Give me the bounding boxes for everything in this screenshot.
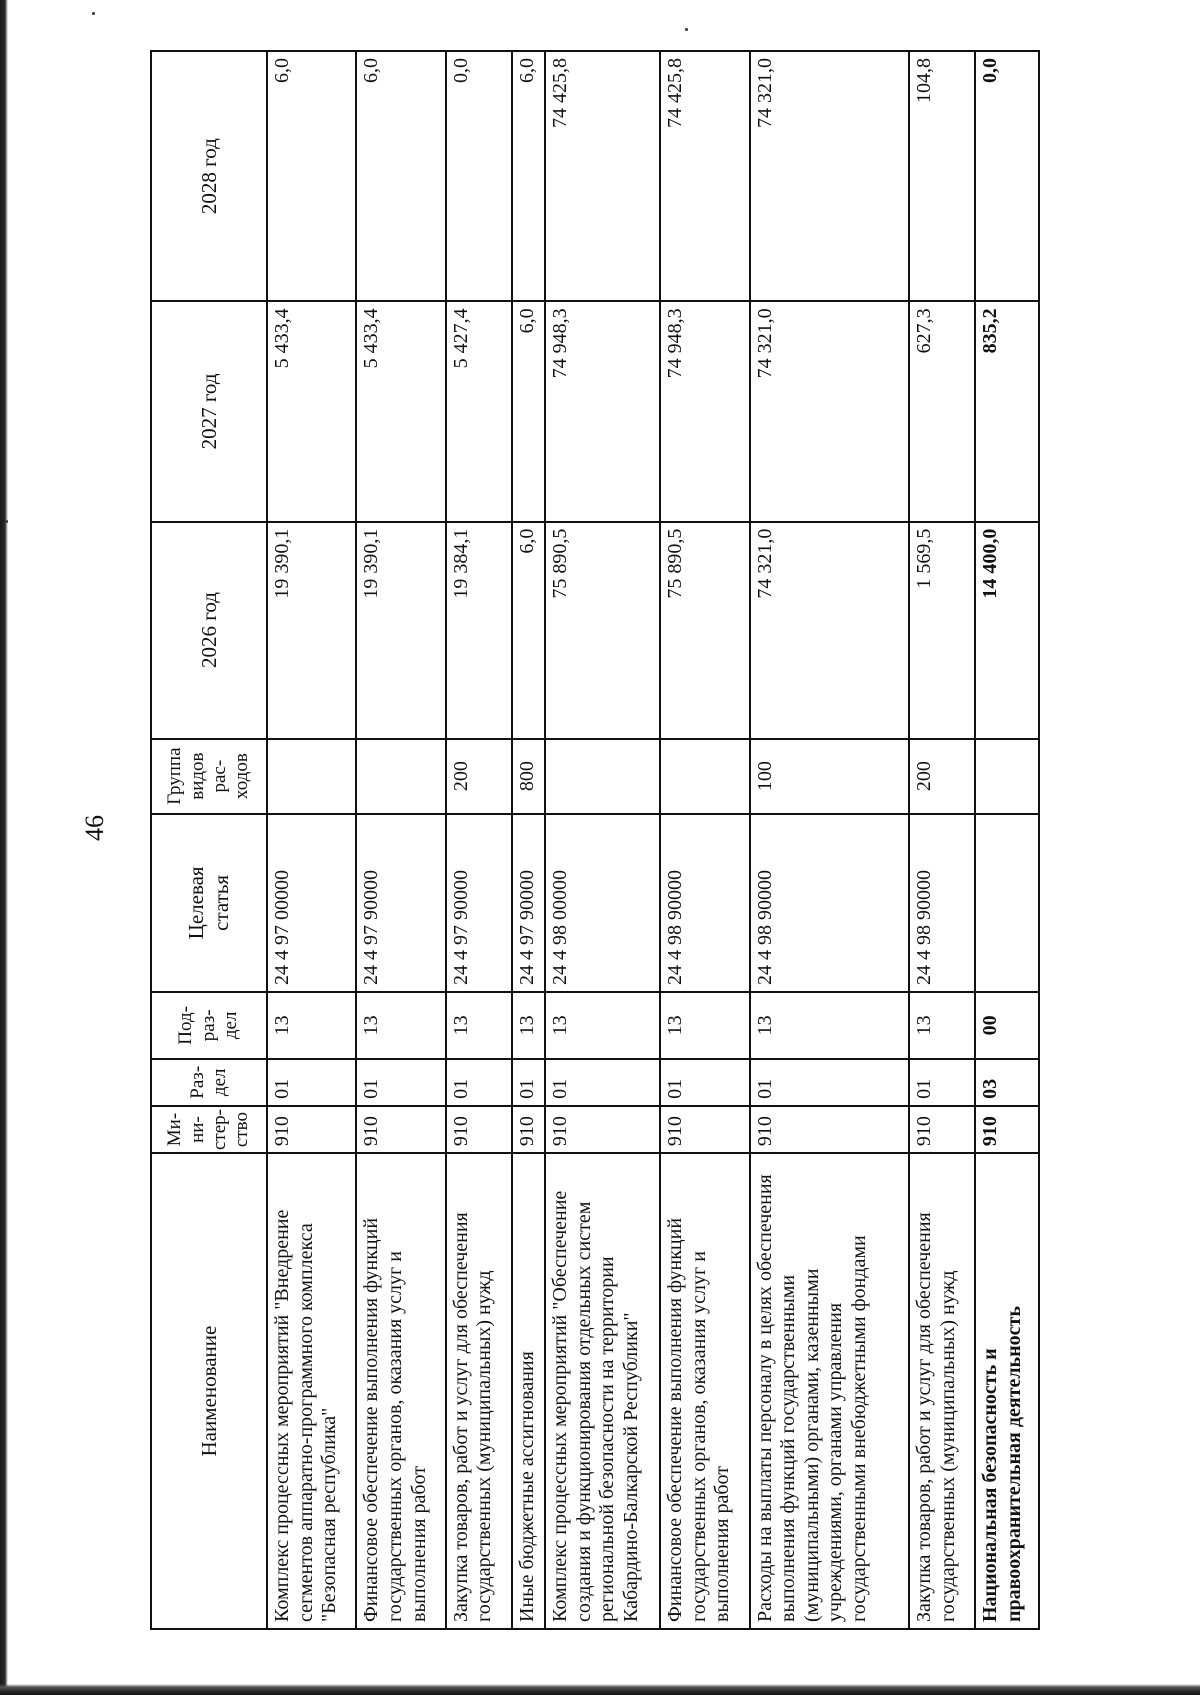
row-2027: 5 433,4 <box>356 301 445 521</box>
row-name: Расходы на выплаты персоналу в целях обеспечения выполнения функций государственными (муниципальными) органами, казенными учреждениями, органами управления государственными внебюджетными фондами <box>750 1153 910 1629</box>
row-section: 01 <box>446 1059 512 1106</box>
row-group: 200 <box>909 739 975 814</box>
row-name: Финансовое обеспечение выполнения функций государственных органов, оказания услуг и выполнения работ <box>356 1153 445 1629</box>
table-row <box>267 51 356 1629</box>
scan-left-edge <box>0 0 8 1695</box>
header-ministry: Ми- ни- стер- ство <box>151 1106 267 1153</box>
scan-speck <box>92 12 95 15</box>
row-group <box>975 739 1039 814</box>
header-2027: 2027 год <box>151 301 267 521</box>
header-name: Наименование <box>151 1153 267 1629</box>
row-2026: 74 321,0 <box>750 522 910 739</box>
row-group <box>660 739 749 814</box>
row-group: 800 <box>512 739 546 814</box>
row-2028: 74 425,8 <box>660 51 749 301</box>
row-name: Иные бюджетные ассигнования <box>512 1153 546 1629</box>
table-row <box>356 51 445 1629</box>
row-2026: 75 890,5 <box>545 522 660 739</box>
row-2027: 5 433,4 <box>267 301 356 521</box>
row-group: 200 <box>446 739 512 814</box>
row-subsection: 00 <box>975 992 1039 1059</box>
row-group: 100 <box>750 739 910 814</box>
rotated-table-wrapper <box>150 50 1040 1630</box>
row-subsection: 13 <box>267 992 356 1059</box>
row-2026: 19 384,1 <box>446 522 512 739</box>
row-section: 01 <box>545 1059 660 1106</box>
row-section: 01 <box>750 1059 910 1106</box>
row-subsection: 13 <box>750 992 910 1059</box>
row-group <box>356 739 445 814</box>
header-row <box>151 51 267 1629</box>
budget-table <box>150 50 1040 1630</box>
header-target-article: Целевая статья <box>151 814 267 992</box>
row-target <box>975 814 1039 992</box>
row-name: Закупка товаров, работ и услуг для обеспечения государственных (муниципальных) нужд <box>446 1153 512 1629</box>
table-row <box>512 51 546 1629</box>
row-ministry: 910 <box>750 1106 910 1153</box>
row-subsection: 13 <box>909 992 975 1059</box>
row-section: 01 <box>660 1059 749 1106</box>
row-ministry: 910 <box>975 1106 1039 1153</box>
row-2028: 74 425,8 <box>545 51 660 301</box>
row-name: Комплекс процессных мероприятий "Обеспечение создания и функционирования отдельных систем региональной безопасности на территории Кабардино-Балкарской Республики" <box>545 1153 660 1629</box>
row-group <box>545 739 660 814</box>
row-2027: 74 948,3 <box>660 301 749 521</box>
table-row <box>660 51 749 1629</box>
header-subsection: Под- раз- дел <box>151 992 267 1059</box>
row-target: 24 4 98 90000 <box>909 814 975 992</box>
row-name: Закупка товаров, работ и услуг для обеспечения государственных (муниципальных) нужд <box>909 1153 975 1629</box>
row-target: 24 4 97 00000 <box>267 814 356 992</box>
scan-speck <box>5 520 8 523</box>
table-row <box>446 51 512 1629</box>
row-2028: 0,0 <box>446 51 512 301</box>
row-2027: 74 948,3 <box>545 301 660 521</box>
row-2026: 75 890,5 <box>660 522 749 739</box>
table-row <box>545 51 660 1629</box>
row-subsection: 13 <box>660 992 749 1059</box>
row-name: Национальная безопасность и правоохранительная деятельность <box>975 1153 1039 1629</box>
scan-speck <box>685 28 688 31</box>
row-2026: 19 390,1 <box>267 522 356 739</box>
header-expense-group: Группа видов рас- ходов <box>151 739 267 814</box>
row-subsection: 13 <box>356 992 445 1059</box>
row-ministry: 910 <box>660 1106 749 1153</box>
row-ministry: 910 <box>545 1106 660 1153</box>
row-ministry: 910 <box>512 1106 546 1153</box>
table-row <box>909 51 975 1629</box>
row-target: 24 4 97 90000 <box>446 814 512 992</box>
row-ministry: 910 <box>267 1106 356 1153</box>
row-name: Финансовое обеспечение выполнения функций государственных органов, оказания услуг и выполнения работ <box>660 1153 749 1629</box>
row-name: Комплекс процессных мероприятий "Внедрение сегментов аппаратно-программного комплекса "Безопасная республика" <box>267 1153 356 1629</box>
row-section: 03 <box>975 1059 1039 1106</box>
row-2028: 6,0 <box>267 51 356 301</box>
row-2027: 6,0 <box>512 301 546 521</box>
row-2027: 835,2 <box>975 301 1039 521</box>
row-2026: 14 400,0 <box>975 522 1039 739</box>
row-2027: 5 427,4 <box>446 301 512 521</box>
row-subsection: 13 <box>545 992 660 1059</box>
row-2026: 19 390,1 <box>356 522 445 739</box>
row-target: 24 4 98 90000 <box>660 814 749 992</box>
scan-bottom-edge <box>0 1684 1200 1695</box>
header-section: Раз- дел <box>151 1059 267 1106</box>
page-number: 46 <box>80 815 109 841</box>
row-target: 24 4 97 90000 <box>512 814 546 992</box>
row-section: 01 <box>267 1059 356 1106</box>
row-subsection: 13 <box>512 992 546 1059</box>
row-section: 01 <box>909 1059 975 1106</box>
row-subsection: 13 <box>446 992 512 1059</box>
row-2027: 627,3 <box>909 301 975 521</box>
row-target: 24 4 98 90000 <box>750 814 910 992</box>
row-ministry: 910 <box>356 1106 445 1153</box>
row-section: 01 <box>356 1059 445 1106</box>
row-2028: 6,0 <box>512 51 546 301</box>
row-group <box>267 739 356 814</box>
row-2028: 0,0 <box>975 51 1039 301</box>
row-ministry: 910 <box>909 1106 975 1153</box>
row-target: 24 4 98 00000 <box>545 814 660 992</box>
table-row-total <box>975 51 1039 1629</box>
row-2026: 1 569,5 <box>909 522 975 739</box>
row-ministry: 910 <box>446 1106 512 1153</box>
row-2027: 74 321,0 <box>750 301 910 521</box>
row-2028: 104,8 <box>909 51 975 301</box>
row-2028: 74 321,0 <box>750 51 910 301</box>
header-2028: 2028 год <box>151 51 267 301</box>
row-target: 24 4 97 90000 <box>356 814 445 992</box>
row-2026: 6,0 <box>512 522 546 739</box>
row-section: 01 <box>512 1059 546 1106</box>
row-2028: 6,0 <box>356 51 445 301</box>
table-row <box>750 51 910 1629</box>
header-2026: 2026 год <box>151 522 267 739</box>
